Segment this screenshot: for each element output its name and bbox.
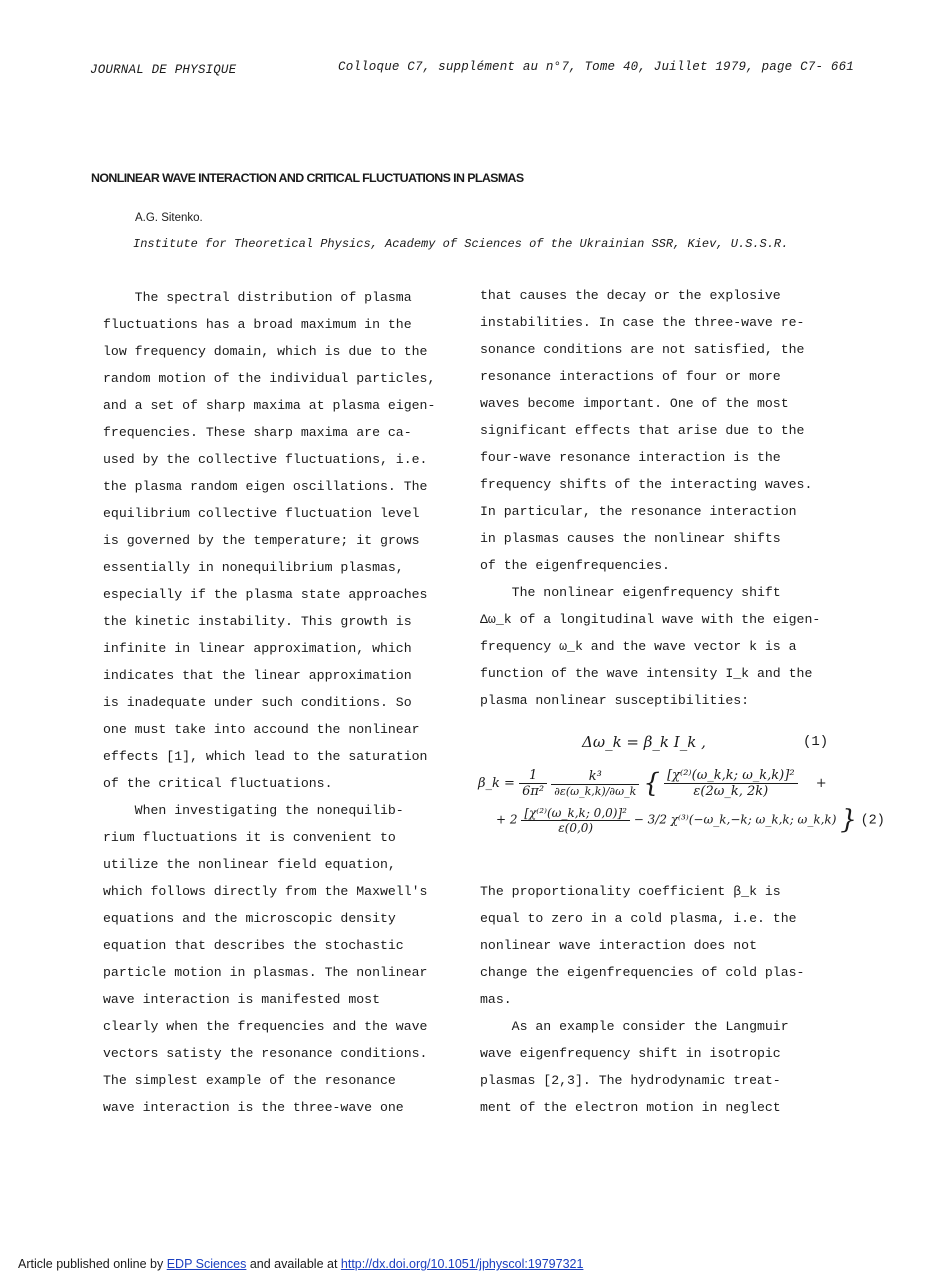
equation-2-number: (2) [860, 813, 885, 829]
journal-name: JOURNAL DE PHYSIQUE [90, 63, 237, 77]
left-column-line: rium fluctuations it is convenient to [103, 830, 396, 845]
eq2-prefactor [519, 768, 547, 799]
right-column-top-line: of the eigenfrequencies. [480, 558, 670, 573]
footer-prefix: Article published online by [18, 1257, 167, 1271]
left-column-line: equilibrium collective fluctuation level [103, 506, 420, 521]
right-column-bottom-line: mas. [480, 992, 512, 1007]
colloque-citation: Colloque C7, supplément au n°7, Tome 40, Juillet 1979, page C7- 661 [338, 60, 854, 74]
equation-1-number: (1) [803, 734, 829, 750]
author: A.G. Sitenko. [135, 212, 203, 224]
eq2-prefactor-den: 6π² [522, 784, 545, 799]
left-column-line: clearly when the frequencies and the wave [103, 1019, 428, 1034]
left-column-line: vectors satisty the resonance conditions. [103, 1046, 428, 1061]
right-column-top-line: instabilities. In case the three-wave re- [480, 315, 805, 330]
left-column-line: infinite in linear approximation, which [103, 641, 412, 656]
right-column-top-line: resonance interactions of four or more [480, 369, 781, 384]
right-column-bottom-line: ment of the electron motion in neglect [480, 1100, 781, 1115]
left-column-line: effects [1], which lead to the saturation [103, 749, 428, 764]
left-column-line: is governed by the temperature; it grows [103, 533, 420, 548]
left-column [103, 284, 463, 1121]
footer-middle: and available at [246, 1257, 341, 1271]
right-column-top-line: frequency ω_k and the wave vector k is a [480, 639, 797, 654]
eq2-term1-num: [χ⁽²⁾(ω_k,k; ω_k,k)]² [664, 768, 797, 784]
eq2-prefactor-num: 1 [519, 768, 547, 784]
eq2-derivative [551, 769, 639, 798]
eq2-term1 [664, 768, 797, 799]
right-column-top [480, 282, 840, 714]
eq2-open-brace: { [643, 768, 660, 799]
eq2-term2-num: [χ⁽²⁾(ω_k,k; 0,0)]² [521, 806, 630, 821]
left-column-line: utilize the nonlinear field equation, [103, 857, 396, 872]
right-column-top-line: frequency shifts of the interacting waves. [480, 477, 813, 492]
right-column-bottom-line: equal to zero in a cold plasma, i.e. the [480, 911, 797, 926]
right-column-top-line: significant effects that arise due to the [480, 423, 805, 438]
right-column-bottom-line: plasmas [2,3]. The hydrodynamic treat- [480, 1073, 781, 1088]
right-column-top-line: sonance conditions are not satisfied, the [480, 342, 805, 357]
left-column-line: which follows directly from the Maxwell's [103, 884, 428, 899]
right-column-bottom [480, 878, 840, 1121]
right-column-top-line: Δω_k of a longitudinal wave with the eigen- [480, 612, 821, 627]
left-column-line: especially if the plasma state approaches [103, 587, 428, 602]
publisher-link[interactable]: EDP Sciences [166, 1257, 247, 1271]
eq2-term1-den: ε(2ω_k, 2k) [693, 784, 769, 799]
right-column-bottom-line: As an example consider the Langmuir [480, 1019, 789, 1034]
eq2-term3: − 3/2 χ⁽³⁾(−ω_k,−k; ω_k,k; ω_k,k) [633, 812, 837, 827]
equation-2: β_k = $\frac{1}{\text{6π²}}$ $\frac{\text{k³}}{\partial\varepsilon(\omega\_k,k)/\partial\omega\_k}$ { $\frac{\text{[χ⁽²⁾(ω\_k,k; ω\_k,k)]²}}{\varepsilon(2\omega\_k, 2k)}$ + + 2 $\frac{\text{[χ⁽²⁾(ω\_k,k; 0,0)]²}}{\varepsilon(0,0)}$ − 3/2 χ⁽³⁾(−ω_k,−k; ω_k,k; ω_k,k) } (2) [478, 768, 885, 835]
right-column-top-line: function of the wave intensity I_k and the [480, 666, 813, 681]
eq2-derivative-den: ∂ε(ω_k,k)/∂ω_k [554, 785, 637, 798]
right-column-top-line: in plasmas causes the nonlinear shifts [480, 531, 781, 546]
publication-footer [18, 1257, 583, 1271]
left-column-line: When investigating the nonequilib- [103, 803, 404, 818]
left-column-line: particle motion in plasmas. The nonlinear [103, 965, 428, 980]
left-column-line: one must take into accound the nonlinear [103, 722, 420, 737]
left-column-line: wave interaction is manifested most [103, 992, 380, 1007]
equation-1: Δω_k = β_k I_k , [582, 733, 706, 751]
right-column-top-line: plasma nonlinear susceptibilities: [480, 693, 750, 708]
eq2-close-brace: } [840, 805, 857, 835]
left-column-line: is inadequate under such conditions. So [103, 695, 412, 710]
affiliation: Institute for Theoretical Physics, Academy of Sciences of the Ukrainian SSR, Kiev, U.S.S.R. [133, 237, 789, 251]
left-column-line: The simplest example of the resonance [103, 1073, 396, 1088]
eq2-term2-den: ε(0,0) [558, 820, 594, 835]
left-column-line: equation that describes the stochastic [103, 938, 404, 953]
left-column-line: The spectral distribution of plasma [103, 290, 412, 305]
left-column-line: and a set of sharp maxima at plasma eigen- [103, 398, 436, 413]
left-column-line: the plasma random eigen oscillations. The [103, 479, 428, 494]
paper-title: NONLINEAR WAVE INTERACTION AND CRITICAL FLUCTUATIONS IN PLASMAS [91, 171, 524, 185]
left-column-line: equations and the microscopic density [103, 911, 396, 926]
right-column-top-line: that causes the decay or the explosive [480, 288, 781, 303]
eq2-term2-prefix: + 2 [496, 812, 518, 827]
left-column-line: random motion of the individual particles, [103, 371, 436, 386]
right-column-top-line: In particular, the resonance interaction [480, 504, 797, 519]
eq2-lhs: β_k = [478, 776, 520, 791]
eq2-term2 [521, 806, 630, 835]
left-column-line: low frequency domain, which is due to the [103, 344, 428, 359]
right-column-top-line: four-wave resonance interaction is the [480, 450, 781, 465]
left-column-line: essentially in nonequilibrium plasmas, [103, 560, 404, 575]
left-column-line: indicates that the linear approximation [103, 668, 412, 683]
left-column-line: frequencies. These sharp maxima are ca- [103, 425, 412, 440]
right-column-bottom-line: The proportionality coefficient β_k is [480, 884, 781, 899]
doi-link[interactable]: http://dx.doi.org/10.1051/jphyscol:19797321 [340, 1257, 584, 1271]
left-column-line: of the critical fluctuations. [103, 776, 333, 791]
right-column-top-line: waves become important. One of the most [480, 396, 789, 411]
right-column-bottom-line: change the eigenfrequencies of cold plas- [480, 965, 805, 980]
right-column-bottom-line: wave eigenfrequency shift in isotropic [480, 1046, 781, 1061]
left-column-line: fluctuations has a broad maximum in the [103, 317, 412, 332]
eq2-derivative-num: k³ [551, 769, 639, 785]
left-column-line: used by the collective fluctuations, i.e. [103, 452, 428, 467]
left-column-line: the kinetic instability. This growth is [103, 614, 412, 629]
left-column-line: wave interaction is the three-wave one [103, 1100, 404, 1115]
right-column-bottom-line: nonlinear wave interaction does not [480, 938, 757, 953]
right-column-top-line: The nonlinear eigenfrequency shift [480, 585, 781, 600]
